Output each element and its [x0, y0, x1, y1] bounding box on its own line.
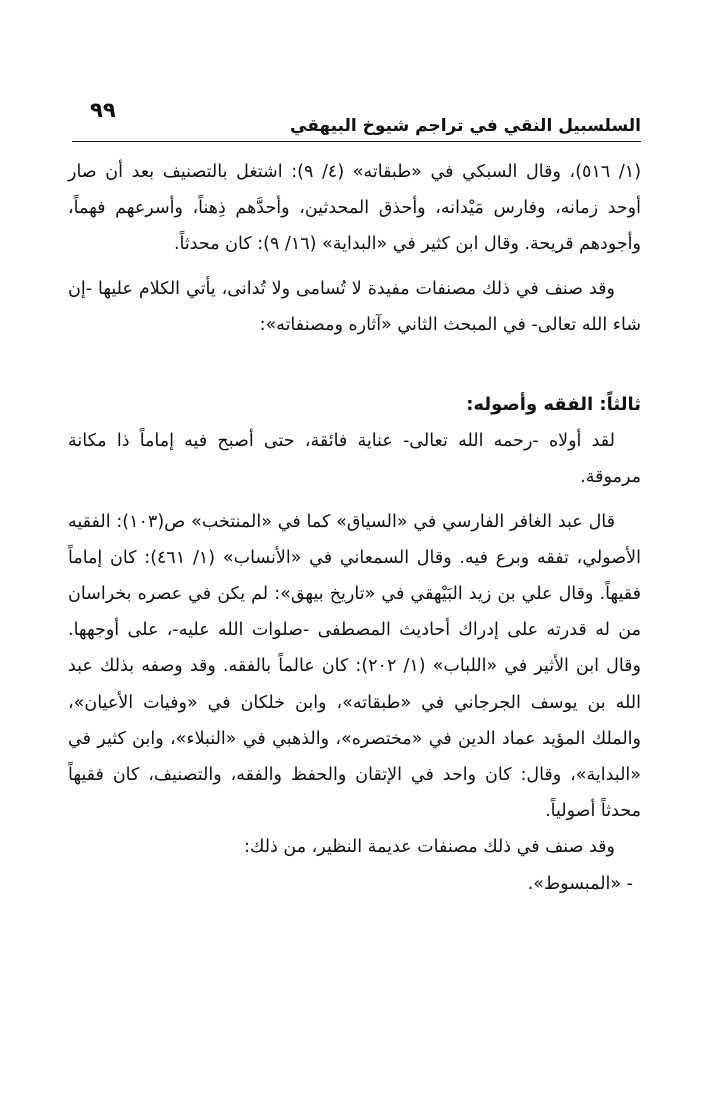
section-heading: ثالثاً: الفقه وأصوله:	[466, 394, 641, 416]
paragraph-2: وقد صنف في ذلك مصنفات مفيدة لا تُسامى ولا تُدانى، يأتي الكلام عليها -إن شاء الله تعالى- في المبحث الثاني «آثاره ومصنفاته»:	[68, 278, 641, 335]
list-item: - «المبسوط».	[527, 873, 633, 894]
page-header	[72, 96, 641, 142]
paragraph-1: (١/ ٥١٦)، وقال السبكي في «طبقاته» (٤/ ٩): اشتغل بالتصنيف بعد أن صار أوحد زمانه، وفارس مَيْدانه، وأحذق المحدثين، وأحدَّهم ذِهناً، وأسرعهم فهماً، وأجودهم قريحة. وقال ابن كثير في «البداية» (١٦/ ٩): كان محدثاً.	[68, 162, 642, 255]
header-rule	[72, 141, 641, 142]
running-title: السلسبيل النقي في تراجم شيوخ البيهقي	[290, 116, 641, 136]
paragraph-5: وقد صنف في ذلك مصنفات عديمة النظير، من ذلك:	[244, 837, 615, 858]
page-number: ٩٩	[90, 98, 116, 122]
body-text	[68, 154, 641, 902]
paragraph-4: قال عبد الغافر الفارسي في «السياق» كما في «المنتخب» ص(١٠٣): الفقيه الأصولي، تفقه وبرع فيه. وقال السمعاني في «الأنساب» (١/ ٤٦١): كان إماماً فقيهاً. وقال علي بن زيد البَيْهقي في «تاريخ بيهق»: لم يكن في عصره بخراسان من له قدرته على إدراك أحاديث المصطفى -صلوات الله عليه-، على أوجهها. وقال ابن الأثير في «اللباب» (١/ ٢٠٢): كان عالماً بالفقه. وقد وصفه بذلك عبد الله بن يوسف الجرجاني في «طبقاته»، وابن خلكان في «وفيات الأعيان»، والملك المؤيد عماد الدين في «مختصره»، والذهبي في «النبلاء»، وابن كثير في «البداية»، وقال: كان واحد في الإتقان والحفظ والفقه، والتصنيف، كان فقيهاً محدثاً أصولياً.	[68, 511, 641, 822]
paragraph-3: لقد أولاه -رحمه الله تعالى- عناية فائقة، حتى أصبح فيه إماماً ذا مكانة مرموقة.	[68, 431, 641, 488]
